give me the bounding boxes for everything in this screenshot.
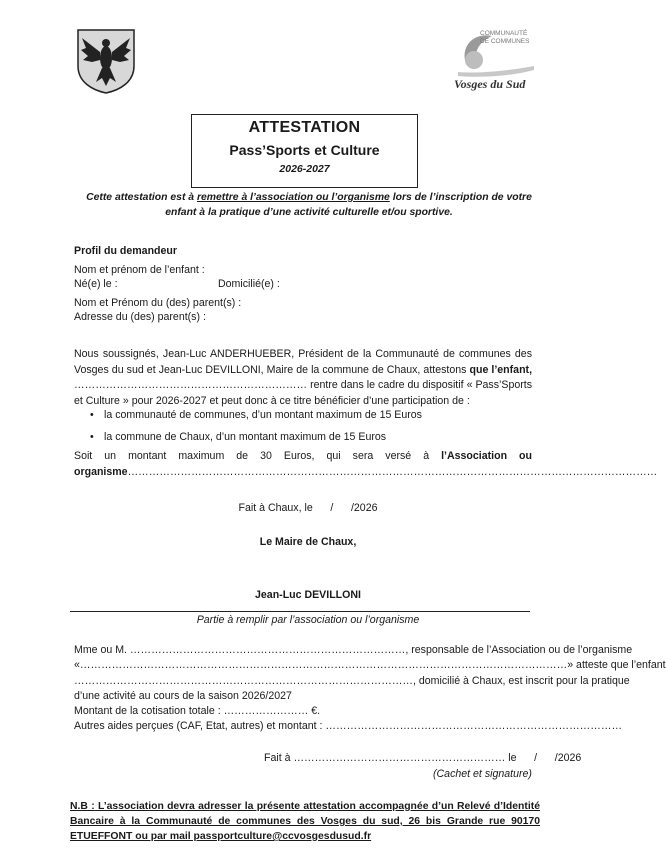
profil-heading: Profil du demandeur [74,245,178,257]
logo-line-2: DE COMMUNES [480,37,530,45]
intro-text [70,190,548,220]
bullet-item-1: • la communauté de communes, d’un montant maximum de 15 Euros [90,409,422,421]
logo-line-1: COMMUNAUTÉ [480,30,528,37]
place-date: Fait à Chaux, le / /2026 [238,502,378,514]
bullet-text-1: la communauté de communes, d’un montant maximum de 15 Euros [104,409,422,421]
amount-text: Soit un montant maximum de 30 Euros, qui sera versé à [74,450,442,462]
bullet-text-2: la commune de Chaux, d’un montant maximum de 15 Euros [104,431,387,443]
other-aids-line: Autres aides perçues (CAF, Etat, autres) et montant : ………………………………………………………………………… [74,720,623,732]
mayor-role: Le Maire de Chaux, [259,536,357,548]
parent-name-label: Nom et Prénom du (des) parent(s) : [74,297,242,309]
stamp-signature-note: (Cachet et signature) [433,768,532,780]
domicile-label: Domicilié(e) : [218,278,280,290]
association-place-date: Fait à …………………………………………………… le / /2026 [264,752,582,764]
association-name-field[interactable]: «………………………………………………………………………………………………………………………… [74,659,568,671]
cotisation-line: Montant de la cotisation totale : …………………… €. [74,705,321,717]
document-subtitle: Pass’Sports et Culture [229,142,380,158]
intro-part-2: lors de l’inscription de votre enfant à la pratique d’une activité culturelle et/ou sportive. [165,192,532,218]
amount-paragraph [74,449,658,481]
season-line: d’une activité au cours de la saison 2026/2027 [74,690,292,702]
vosges-du-sud-logo [452,24,536,96]
responsable-text: , responsable de l’Association ou de l’organisme [405,644,633,656]
association-line-3 [74,675,630,687]
association-heading: Partie à remplir par l’association ou l’organisme [196,614,420,626]
bullet-item-2: • la commune de Chaux, d’un montant maximum de 15 Euros [90,431,387,443]
nb-label: N.B : [70,801,95,812]
document-title: ATTESTATION [248,119,361,136]
section-divider [70,611,530,612]
mayor-name: Jean-Luc DEVILLONI [255,589,361,601]
parent-address-label: Adresse du (des) parent(s) : [74,311,206,323]
nb-note [70,799,540,844]
inscrit-text: , domicilié à Chaux, est inscrit pour la pratique [413,675,630,687]
declaration-bold: que l’enfant, [469,363,533,376]
declaration-text-2: ………………………………………………………… rentre dans le cadre du dispositif « Pass’Sports et Culture » pour 2026-2027 et peut donc à ce titre bénéficier d’une participation de : [74,379,532,407]
crest-logo [76,28,136,94]
declaration-paragraph [74,347,532,409]
atteste-text: » atteste que l’enfant [567,659,666,671]
child-name-label: Nom et prénom de l’enfant : [74,264,205,276]
association-line-2 [74,659,666,671]
responsable-field[interactable]: Mme ou M. …………………………………………………………………… [74,644,406,656]
child-field[interactable]: …………………………………………………………………………………… [74,675,413,687]
title-box [191,114,418,188]
association-line-1 [74,644,632,656]
intro-underlined: remettre à l’association ou l’organisme [196,192,390,203]
amount-dots: …………………………………………………………………………………………………………………………………… [127,465,658,478]
logo-name: Vosges du Sud [454,77,526,91]
nb-text: L’association devra adresser la présente attestation accompagnée d’un Relevé d’Identité Bancaire à la Communauté de communes des Vosges du sud, 26 bis Grande rue 90170 ETUEFFONT ou par mail passportculture@ccvosgesdusud.fr [70,801,540,842]
amount-bold: l’Association ou organisme [74,450,532,478]
birth-date-label: Né(e) le : [74,278,118,290]
document-year: 2026-2027 [279,163,330,175]
declaration-text-1: Nous soussignés, Jean-Luc ANDERHUEBER, Président de la Communauté de communes des Vosges du sud et Jean-Luc DEVILLONI, Maire de la commune de Chaux, attestons [74,348,532,376]
intro-part-1: Cette attestation est à [86,192,197,203]
